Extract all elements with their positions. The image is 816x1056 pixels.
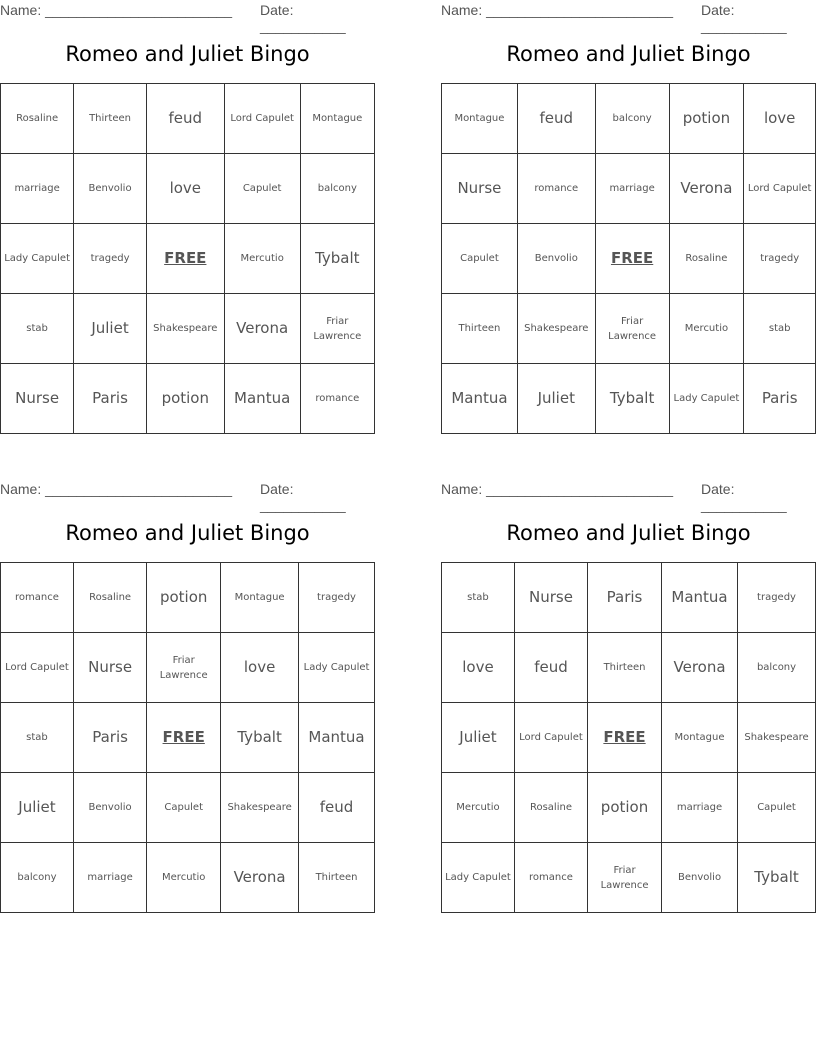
- name-date-row: [0, 0, 375, 34]
- bingo-cell: romance: [514, 843, 587, 913]
- bingo-cell: Capulet: [224, 154, 300, 224]
- bingo-cell: Mantua: [662, 563, 738, 633]
- bingo-cell: Lady Capulet: [1, 224, 74, 294]
- bingo-grid: [0, 562, 375, 913]
- grid-row: [1, 84, 375, 154]
- bingo-cell: Benvolio: [517, 224, 595, 294]
- bingo-grid: [0, 83, 375, 434]
- bingo-cell: Paris: [73, 703, 146, 773]
- bingo-cell: Paris: [744, 364, 816, 434]
- bingo-cell: potion: [147, 563, 221, 633]
- card-title: Romeo and Juliet Bingo: [65, 42, 310, 66]
- bingo-cell: potion: [146, 364, 224, 434]
- grid-row: [442, 224, 816, 294]
- grid-row: [442, 843, 816, 913]
- bingo-cell: marriage: [595, 154, 669, 224]
- bingo-cell: Thirteen: [74, 84, 147, 154]
- bingo-cell: tragedy: [74, 224, 147, 294]
- bingo-cell: Juliet: [517, 364, 595, 434]
- bingo-cell: tragedy: [744, 224, 816, 294]
- bingo-cell: Juliet: [1, 773, 74, 843]
- bingo-cell: balcony: [595, 84, 669, 154]
- name-field[interactable]: Name: ________________________: [0, 481, 232, 497]
- date-field[interactable]: Date: ___________: [701, 2, 787, 34]
- bingo-cell: Montague: [300, 84, 374, 154]
- bingo-cell: balcony: [738, 633, 816, 703]
- grid-row: [1, 224, 375, 294]
- bingo-cell: Rosaline: [1, 84, 74, 154]
- name-date-row: [441, 0, 816, 34]
- grid-row: [442, 364, 816, 434]
- bingo-cell: Nurse: [73, 633, 146, 703]
- bingo-cell: Montague: [221, 563, 299, 633]
- name-date-row: [441, 479, 816, 513]
- bingo-cell: stab: [1, 294, 74, 364]
- bingo-cell: Paris: [588, 563, 662, 633]
- bingo-cell: love: [744, 84, 816, 154]
- bingo-cell: stab: [1, 703, 74, 773]
- bingo-cell: Shakespeare: [517, 294, 595, 364]
- bingo-cell: marriage: [73, 843, 146, 913]
- bingo-cell: Mantua: [299, 703, 375, 773]
- grid-row: [442, 633, 816, 703]
- bingo-cell: Shakespeare: [738, 703, 816, 773]
- free-space-cell: FREE: [147, 703, 221, 773]
- bingo-cell: Nurse: [514, 563, 587, 633]
- bingo-cell: Friar Lawrence: [147, 633, 221, 703]
- bingo-cell: Juliet: [74, 294, 147, 364]
- bingo-cell: love: [146, 154, 224, 224]
- bingo-cell: Shakespeare: [221, 773, 299, 843]
- bingo-cell: tragedy: [299, 563, 375, 633]
- bingo-cell: Friar Lawrence: [300, 294, 374, 364]
- bingo-cell: Nurse: [442, 154, 518, 224]
- bingo-grid: [441, 562, 816, 913]
- bingo-cell: Verona: [669, 154, 744, 224]
- grid-row: [1, 154, 375, 224]
- bingo-cell: Friar Lawrence: [595, 294, 669, 364]
- bingo-cell: stab: [744, 294, 816, 364]
- bingo-cell: Benvolio: [662, 843, 738, 913]
- date-field[interactable]: Date: ___________: [701, 481, 787, 513]
- bingo-cell: Lady Capulet: [299, 633, 375, 703]
- bingo-cell: Mercutio: [669, 294, 744, 364]
- bingo-cell: romance: [1, 563, 74, 633]
- bingo-cell: Rosaline: [669, 224, 744, 294]
- grid-row: [442, 294, 816, 364]
- bingo-cell: Rosaline: [73, 563, 146, 633]
- grid-row: [442, 84, 816, 154]
- bingo-cell: Tybalt: [595, 364, 669, 434]
- bingo-cell: Lord Capulet: [1, 633, 74, 703]
- bingo-cell: Verona: [221, 843, 299, 913]
- grid-row: [1, 364, 375, 434]
- grid-row: [442, 773, 816, 843]
- bingo-cell: Lord Capulet: [514, 703, 587, 773]
- bingo-cell: Mantua: [224, 364, 300, 434]
- bingo-cell: romance: [300, 364, 374, 434]
- bingo-cell: Juliet: [442, 703, 515, 773]
- bingo-cell: Benvolio: [73, 773, 146, 843]
- bingo-cell: romance: [517, 154, 595, 224]
- bingo-cell: balcony: [300, 154, 374, 224]
- bingo-cell: Paris: [74, 364, 147, 434]
- name-date-row: [0, 479, 375, 513]
- grid-row: [1, 703, 375, 773]
- grid-row: [442, 703, 816, 773]
- bingo-cell: Rosaline: [514, 773, 587, 843]
- bingo-cell: Tybalt: [738, 843, 816, 913]
- bingo-grid: [441, 83, 816, 434]
- bingo-cell: feud: [514, 633, 587, 703]
- name-field[interactable]: Name: ________________________: [441, 2, 673, 18]
- bingo-cell: Shakespeare: [146, 294, 224, 364]
- bingo-cell: tragedy: [738, 563, 816, 633]
- bingo-cell: Capulet: [738, 773, 816, 843]
- bingo-cell: stab: [442, 563, 515, 633]
- bingo-cell: Thirteen: [588, 633, 662, 703]
- grid-row: [1, 563, 375, 633]
- name-field[interactable]: Name: ________________________: [441, 481, 673, 497]
- bingo-cell: feud: [146, 84, 224, 154]
- bingo-cell: Mercutio: [442, 773, 515, 843]
- bingo-cell: Mercutio: [147, 843, 221, 913]
- bingo-cell: Mantua: [442, 364, 518, 434]
- bingo-cell: Mercutio: [224, 224, 300, 294]
- date-field[interactable]: Date: ___________: [260, 481, 346, 513]
- bingo-cell: Capulet: [442, 224, 518, 294]
- bingo-cell: potion: [588, 773, 662, 843]
- grid-row: [1, 843, 375, 913]
- bingo-cell: Thirteen: [442, 294, 518, 364]
- bingo-cell: Montague: [442, 84, 518, 154]
- bingo-cell: Nurse: [1, 364, 74, 434]
- card-title: Romeo and Juliet Bingo: [506, 521, 751, 545]
- bingo-cell: Lady Capulet: [669, 364, 744, 434]
- bingo-cell: Lord Capulet: [224, 84, 300, 154]
- bingo-cell: Montague: [662, 703, 738, 773]
- grid-row: [442, 154, 816, 224]
- grid-row: [1, 633, 375, 703]
- bingo-cell: feud: [517, 84, 595, 154]
- bingo-cell: marriage: [662, 773, 738, 843]
- bingo-cell: Lord Capulet: [744, 154, 816, 224]
- bingo-cell: Benvolio: [74, 154, 147, 224]
- bingo-cell: potion: [669, 84, 744, 154]
- grid-row: [1, 294, 375, 364]
- bingo-cell: Verona: [224, 294, 300, 364]
- bingo-cell: Capulet: [147, 773, 221, 843]
- bingo-cell: Tybalt: [300, 224, 374, 294]
- free-space-cell: FREE: [146, 224, 224, 294]
- bingo-cell: marriage: [1, 154, 74, 224]
- card-title: Romeo and Juliet Bingo: [65, 521, 310, 545]
- date-field[interactable]: Date: ___________: [260, 2, 346, 34]
- bingo-cell: Lady Capulet: [442, 843, 515, 913]
- bingo-cell: love: [442, 633, 515, 703]
- free-space-cell: FREE: [595, 224, 669, 294]
- bingo-cell: Friar Lawrence: [588, 843, 662, 913]
- card-title: Romeo and Juliet Bingo: [506, 42, 751, 66]
- free-space-cell: FREE: [588, 703, 662, 773]
- grid-row: [442, 563, 816, 633]
- grid-row: [1, 773, 375, 843]
- bingo-cell: Tybalt: [221, 703, 299, 773]
- bingo-cell: love: [221, 633, 299, 703]
- name-field[interactable]: Name: ________________________: [0, 2, 232, 18]
- bingo-cell: Verona: [662, 633, 738, 703]
- bingo-cell: Thirteen: [299, 843, 375, 913]
- bingo-cell: feud: [299, 773, 375, 843]
- bingo-cell: balcony: [1, 843, 74, 913]
